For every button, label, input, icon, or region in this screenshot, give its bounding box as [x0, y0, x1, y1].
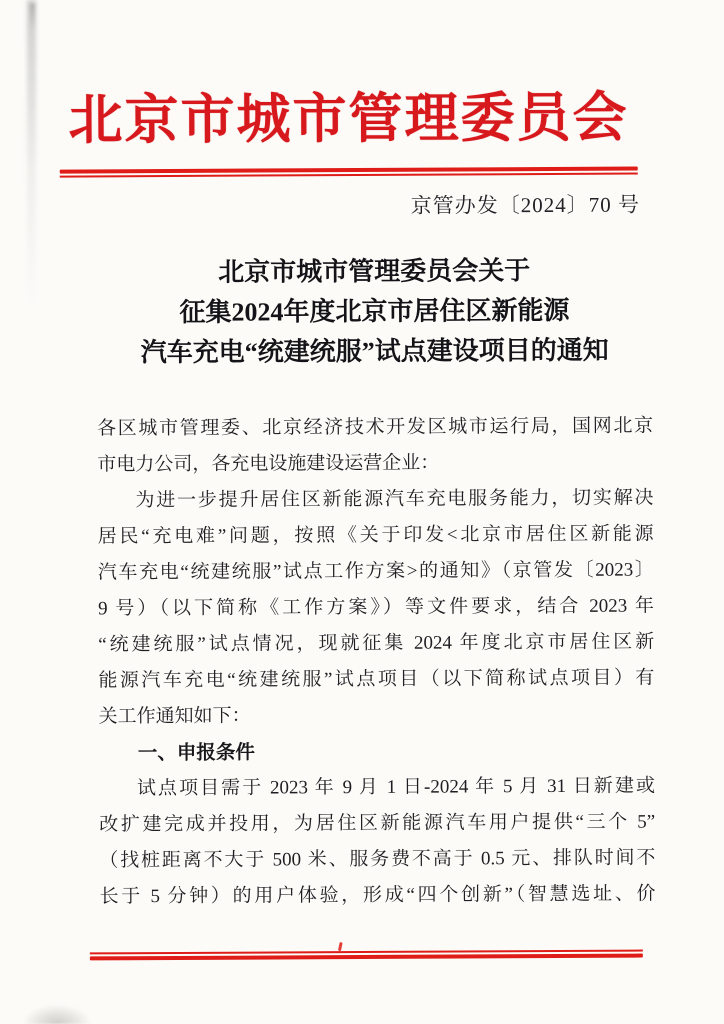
body-line: 市电力公司，各充电设施建设运营企业： — [97, 452, 440, 476]
body-line: 为进一步提升居住区新能源汽车充电服务能力，切实解决 — [135, 487, 654, 512]
scan-edge-speck — [30, 4, 35, 30]
title-line-3: 汽车充电“统建统服”试点建设项目的通知 — [140, 335, 609, 368]
scan-edge-shadow — [27, 0, 36, 310]
title-line-2: 征集2024年度北京市居住区新能源 — [179, 295, 570, 327]
body-line: 关工作通知如下： — [98, 705, 251, 728]
body-line: 试点项目需于 2023 年 9 月 1 日-2024 年 5 月 31 日新建或 — [136, 775, 656, 800]
title-line-1: 北京市城市管理委员会关于 — [218, 256, 531, 287]
document-title — [96, 250, 653, 373]
body-line: 长于 5 分钟）的用户体验，形成“四个创新”（智慧选址、价 — [99, 883, 656, 908]
document-body — [97, 408, 656, 915]
body-line: 各区城市管理委、北京经济技术开发区城市运行局，国网北京 — [97, 415, 654, 440]
body-line: 9 号）（以下简称《工作方案》）等文件要求，结合 2023 年 — [97, 595, 655, 620]
section-heading: 一、申报条件 — [137, 741, 255, 765]
body-line: 居民“充电难”问题，按照《关于印发<北京市居住区新能源 — [97, 523, 654, 548]
red-pen-tick-mark — [338, 942, 343, 951]
body-line: 汽车充电“统建统服”试点工作方案>的通知》（京管发〔2023〕 — [97, 559, 654, 584]
letterhead-agency-name: 北京市城市管理委员会 — [68, 87, 629, 151]
body-line: （找桩距离不大于 500 米、服务费不高于 0.5 元、排队时间不 — [99, 847, 656, 872]
scan-corner-smudge — [22, 1004, 92, 1024]
document-number: 京管办发〔2024〕70 号 — [410, 192, 640, 218]
letterhead-separator-rule — [60, 167, 638, 178]
body-line: 能源汽车充电“统建统服”试点项目（以下简称试点项目）有 — [98, 667, 655, 692]
body-line: 改扩建完成并投用，为居住区新能源汽车用户提供“三个 5” — [99, 811, 656, 836]
footer-rule — [90, 950, 643, 961]
body-line: “统建统服”试点情况，现就征集 2024 年度北京市居住区新 — [98, 631, 655, 656]
